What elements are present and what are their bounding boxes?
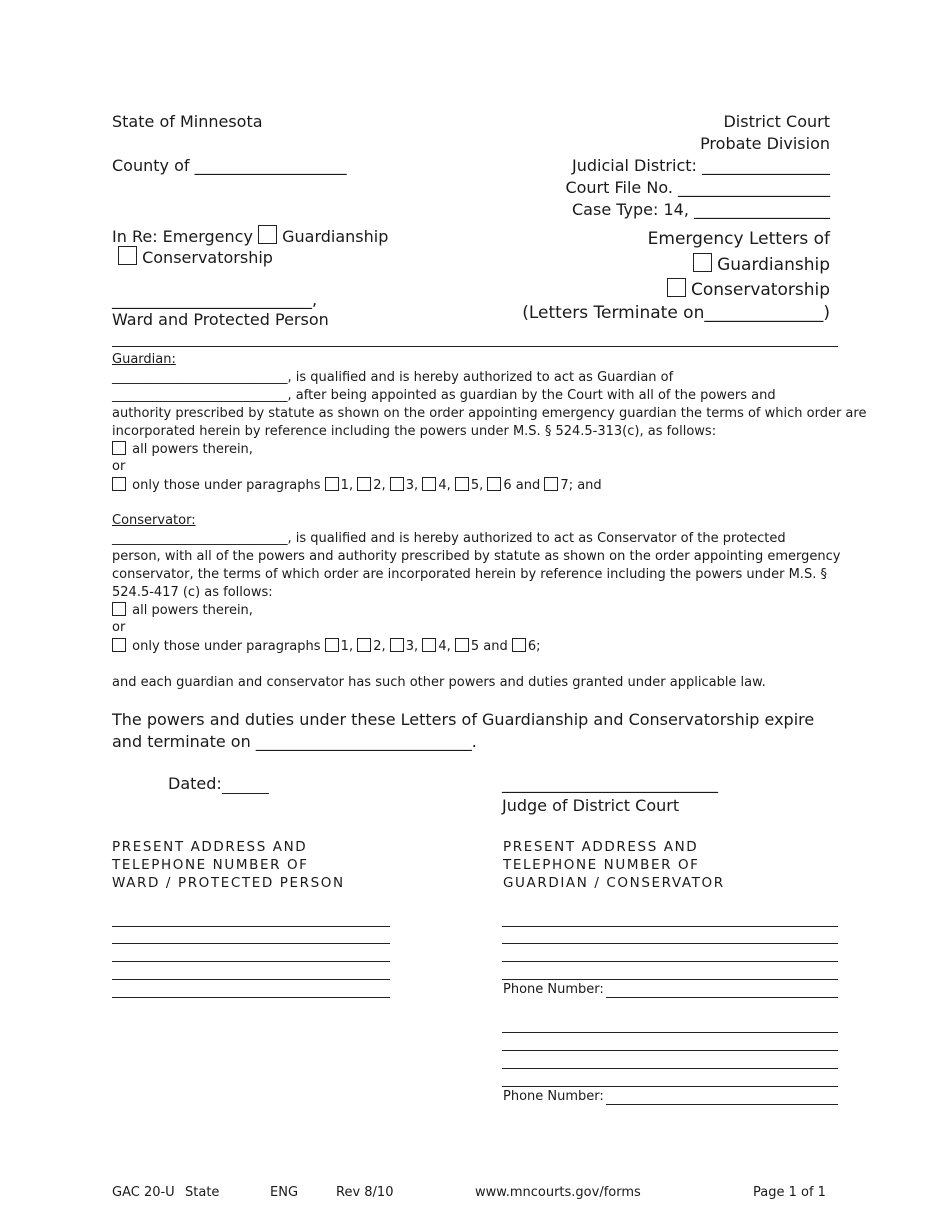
judicial-district-field[interactable]: Judicial District: ________________ (572, 156, 830, 175)
guardian-paragraph-6-label: 6 and (503, 478, 541, 493)
conservator-only-those-label: only those under paragraphs (132, 639, 321, 654)
conservator-paragraph-6-label: 6; (527, 639, 541, 654)
guardian-text-line4: incorporated herein by reference including the powers under M.S. § 524.5-313(c), as follows: (112, 424, 717, 439)
conservator-only-those-checkbox[interactable] (112, 638, 126, 652)
conservator-text-line4: 524.5-417 (c) as follows: (112, 585, 273, 600)
conservator-or-label: or (112, 620, 126, 635)
guardian-paragraph-5-checkbox[interactable] (455, 477, 469, 491)
ward-name-field[interactable]: _________________________, (112, 290, 318, 309)
guardian-address-heading-3: GUARDIAN / CONSERVATOR (503, 875, 725, 891)
guardian-address-heading-2: TELEPHONE NUMBER OF (503, 857, 700, 873)
conservator-paragraph-3-label: 3, (405, 639, 419, 654)
phone-field-1[interactable] (606, 997, 838, 998)
in-re-line (112, 225, 388, 246)
conservator-all-powers-label: all powers therein, (132, 603, 253, 618)
conservator-paragraph-6-checkbox[interactable] (512, 638, 526, 652)
guardian-text-line2[interactable]: ___________________________, after being appointed as guardian by the Court with all of the powers and (112, 388, 776, 403)
guardian-paragraph-6-checkbox[interactable] (487, 477, 501, 491)
footer-form-id: GAC 20-U (112, 1185, 175, 1200)
guardian-heading: Guardian: (112, 352, 176, 367)
conservatorship-line (118, 246, 273, 267)
conservator-text-line1[interactable]: ___________________________, is qualified and is hereby authorized to act as Conservator of the protected (112, 531, 786, 546)
conservator-paragraph-4-checkbox[interactable] (422, 638, 436, 652)
letters-conservatorship-checkbox[interactable] (667, 278, 686, 297)
title-line1: Emergency Letters of (647, 229, 830, 249)
guardian-paragraph-3-label: 3, (405, 478, 419, 493)
guardianship-option-label: Guardianship (282, 227, 389, 246)
ward-address-line-5[interactable] (112, 997, 390, 998)
conservator-paragraph-2-checkbox[interactable] (357, 638, 371, 652)
guardian-paragraph-4-label: 4, (438, 478, 451, 493)
dated-field[interactable] (222, 793, 269, 794)
guardian-all-powers-label: all powers therein, (132, 442, 253, 457)
guardian-only-those-label: only those under paragraphs (132, 478, 321, 493)
conservatorship-option-label: Conservatorship (142, 248, 273, 267)
ward-address-line-4[interactable] (112, 979, 390, 980)
second-address-line-2[interactable] (502, 1050, 838, 1051)
title-guardianship-label: Guardianship (717, 255, 830, 275)
phone-label-2: Phone Number: (503, 1089, 604, 1104)
judge-label: Judge of District Court (502, 796, 680, 815)
guardian-address-line-1[interactable] (502, 926, 838, 927)
conservator-paragraph-1-label: 1, (340, 639, 354, 654)
guardian-paragraphs-row (112, 477, 602, 493)
footer-language: ENG (270, 1185, 299, 1200)
guardian-text-line1[interactable]: ___________________________, is qualified and is hereby authorized to act as Guardian of (112, 370, 674, 385)
guardian-or-label: or (112, 459, 126, 474)
footer-revision: Rev 8/10 (336, 1185, 394, 1200)
dated-label: Dated: (168, 774, 222, 793)
emergency-guardianship-checkbox[interactable] (258, 225, 277, 244)
county-field[interactable]: County of ___________________ (112, 156, 347, 175)
conservator-paragraph-4-label: 4, (438, 639, 451, 654)
title-conservatorship-label: Conservatorship (690, 280, 830, 300)
ward-address-line-2[interactable] (112, 943, 390, 944)
conservator-text-line2: person, with all of the powers and authority prescribed by statute as shown on the order appointing emergency (112, 549, 841, 564)
conservator-paragraph-1-checkbox[interactable] (325, 638, 339, 652)
in-re-prefix: In Re: Emergency (112, 227, 253, 246)
terminate-date-field[interactable]: (Letters Terminate on______________) (522, 303, 830, 323)
conservator-paragraphs-row (112, 638, 541, 654)
guardian-paragraph-1-checkbox[interactable] (325, 477, 339, 491)
state-label: State of Minnesota (112, 112, 263, 131)
guardian-text-line3: authority prescribed by statute as shown on the order appointing emergency guardian the terms of which order are (112, 406, 867, 421)
conservator-all-powers-checkbox[interactable] (112, 602, 126, 616)
division-label: Probate Division (700, 134, 830, 153)
title-conservatorship-line (667, 278, 830, 300)
conservator-paragraph-5-label: 5 and (470, 639, 508, 654)
ward-address-line-3[interactable] (112, 961, 390, 962)
conservator-text-line3: conservator, the terms of which order are incorporated herein by reference including the powers under M.S. § (112, 567, 827, 582)
court-file-field[interactable]: Court File No. ___________________ (565, 178, 830, 197)
guardian-all-powers-checkbox[interactable] (112, 441, 126, 455)
phone-label-1: Phone Number: (503, 982, 604, 997)
ward-address-heading-2: TELEPHONE NUMBER OF (112, 857, 309, 873)
letters-guardianship-checkbox[interactable] (693, 253, 712, 272)
guardian-address-heading-1: PRESENT ADDRESS AND (503, 839, 699, 855)
second-address-line-4[interactable] (502, 1086, 838, 1087)
guardian-paragraph-2-checkbox[interactable] (357, 477, 371, 491)
conservator-all-powers-row (112, 602, 253, 618)
guardian-address-line-4[interactable] (502, 979, 838, 980)
guardian-paragraph-5-label: 5, (470, 478, 484, 493)
conservator-paragraph-5-checkbox[interactable] (455, 638, 469, 652)
case-type-field[interactable]: Case Type: 14, _________________ (572, 200, 830, 219)
phone-field-2[interactable] (606, 1104, 838, 1105)
conservator-paragraph-2-label: 2, (373, 639, 386, 654)
court-label: District Court (723, 112, 830, 131)
guardian-paragraph-7-label: 7; and (560, 478, 602, 493)
header-divider (112, 346, 838, 347)
expire-line1: The powers and duties under these Letters of Guardianship and Conservatorship expire (112, 710, 815, 729)
footer-page-number: Page 1 of 1 (753, 1185, 826, 1200)
second-address-line-3[interactable] (502, 1068, 838, 1069)
other-powers-text: and each guardian and conservator has such other powers and duties granted under applicable law. (112, 675, 766, 690)
footer-url[interactable]: www.mncourts.gov/forms (475, 1185, 641, 1200)
guardian-paragraph-1-label: 1, (340, 478, 354, 493)
expire-date-field[interactable]: and terminate on ___________________________. (112, 732, 477, 751)
ward-address-heading-3: WARD / PROTECTED PERSON (112, 875, 345, 891)
conservator-heading: Conservator: (112, 513, 196, 528)
guardian-paragraph-3-checkbox[interactable] (390, 477, 404, 491)
ward-label: Ward and Protected Person (112, 310, 329, 329)
footer-state: State (185, 1185, 220, 1200)
guardian-address-line-2[interactable] (502, 943, 838, 944)
ward-address-heading-1: PRESENT ADDRESS AND (112, 839, 308, 855)
ward-address-line-1[interactable] (112, 926, 390, 927)
guardian-all-powers-row (112, 441, 253, 457)
title-guardianship-line (693, 253, 830, 275)
guardian-paragraph-2-label: 2, (373, 478, 386, 493)
judge-signature-field[interactable]: ___________________________ (502, 774, 718, 793)
guardian-paragraph-4-checkbox[interactable] (422, 477, 436, 491)
guardian-paragraph-7-checkbox[interactable] (544, 477, 558, 491)
guardian-address-line-3[interactable] (502, 961, 838, 962)
guardian-only-those-checkbox[interactable] (112, 477, 126, 491)
emergency-conservatorship-checkbox[interactable] (118, 246, 137, 265)
second-address-line-1[interactable] (502, 1032, 838, 1033)
conservator-paragraph-3-checkbox[interactable] (390, 638, 404, 652)
